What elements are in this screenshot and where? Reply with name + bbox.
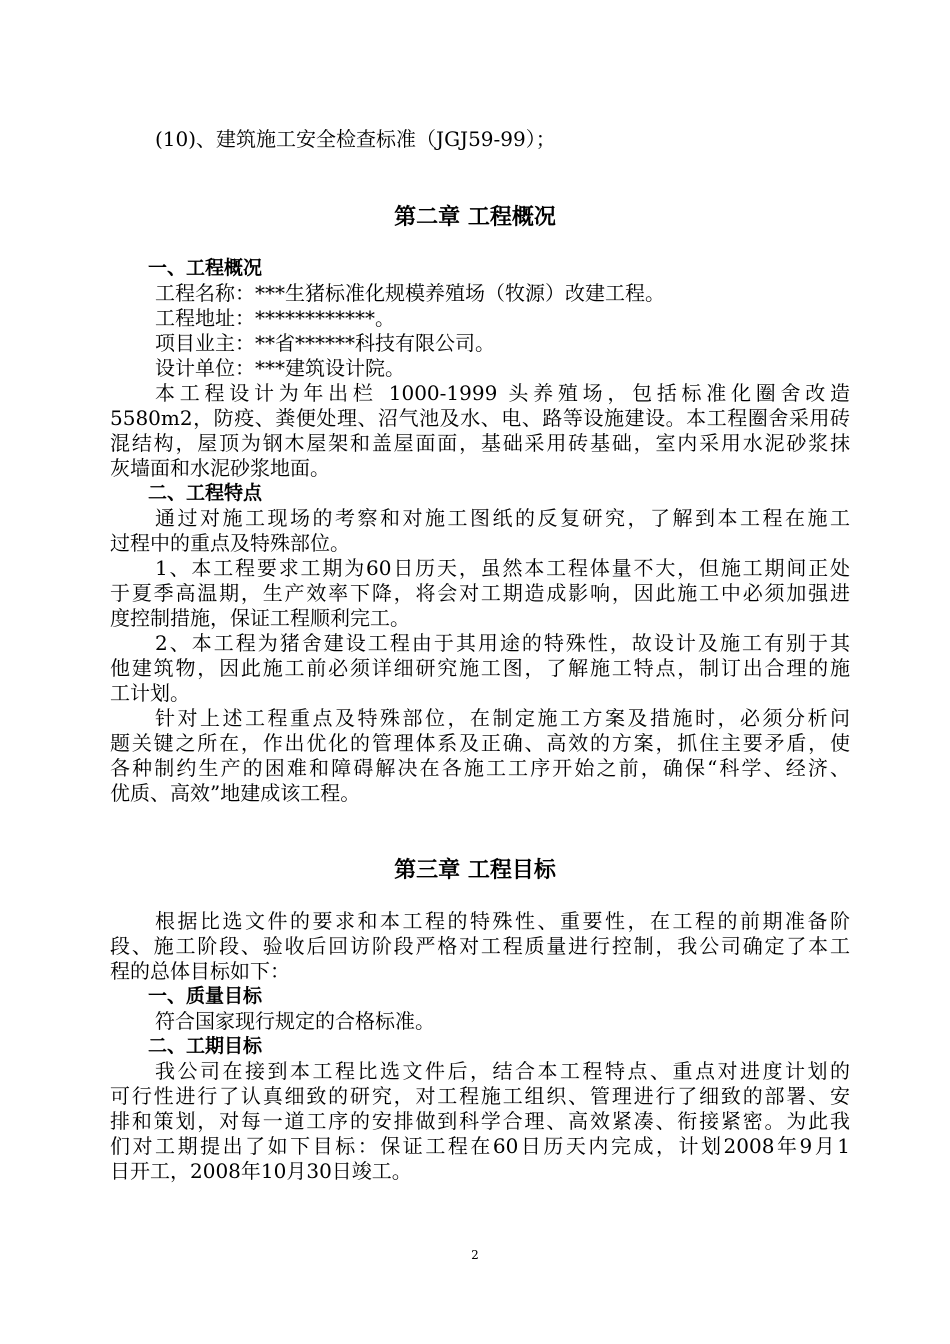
feature-line: 过程中的重点及特殊部位。 [110,531,350,555]
feature-line: 优质、高效”地建成该工程。 [110,781,361,805]
chapter-3-title: 第三章 工程目标 [394,858,556,883]
project-name: 工程名称：***生猪标准化规模养殖场（牧源）改建工程。 [155,281,665,305]
desc-line: 本工程设计为年出栏 1000-1999 头养殖场，包括标准化圈舍改造 [155,381,850,405]
feature-line: 针对上述工程重点及特殊部位，在制定施工方案及措施时，必须分析问 [155,706,850,730]
chapter-2-title: 第二章 工程概况 [394,205,556,230]
goal-intro-line: 根据比选文件的要求和本工程的特殊性、重要性，在工程的前期准备阶 [155,909,850,933]
goal-intro-line: 程的总体目标如下： [110,959,290,983]
section-heading-features: 二、工程特点 [148,482,263,504]
project-owner: 项目业主：**省******科技有限公司。 [155,331,495,355]
standard-item-10: (10)、建筑施工安全检查标准（JGJ59-99）； [155,127,556,151]
section-heading-quality: 一、质量目标 [148,985,263,1007]
section-heading-schedule: 二、工期目标 [148,1035,263,1057]
schedule-line: 我公司在接到本工程比选文件后，结合本工程特点、重点对进度计划的 [155,1059,850,1083]
feature-line: 工计划。 [110,681,190,705]
feature-line: 题关键之所在，作出优化的管理体系及正确、高效的方案，抓住主要矛盾，使 [110,731,850,755]
feature-line: 度控制措施，保证工程顺利完工。 [110,606,410,630]
page-number: 2 [471,1248,479,1262]
feature-line: 他建筑物，因此施工前必须详细研究施工图，了解施工特点，制订出合理的施 [110,656,850,680]
quality-goal: 符合国家现行规定的合格标准。 [155,1009,435,1033]
section-heading-overview: 一、工程概况 [148,257,263,279]
schedule-line: 们对工期提出了如下目标：保证工程在60日历天内完成，计划2008年9月1 [110,1134,850,1158]
feature-line: 于夏季高温期，生产效率下降，将会对工期造成影响，因此施工中必须加强进 [110,581,850,605]
schedule-line: 日开工，2008年10月30日竣工。 [110,1159,412,1183]
desc-line: 5580m2，防疫、粪便处理、沼气池及水、电、路等设施建设。本工程圈舍采用砖 [110,406,850,430]
project-address: 工程地址：************。 [155,306,395,330]
feature-line: 各种制约生产的困难和障碍解决在各施工工序开始之前，确保“科学、经济、 [110,756,850,780]
design-unit: 设计单位：***建筑设计院。 [155,356,405,380]
feature-line: 通过对施工现场的考察和对施工图纸的反复研究，了解到本工程在施工 [155,506,850,530]
desc-line: 混结构，屋顶为钢木屋架和盖屋面面，基础采用砖基础，室内采用水泥砂浆抹 [110,431,850,455]
goal-intro-line: 段、施工阶段、验收后回访阶段严格对工程质量进行控制，我公司确定了本工 [110,934,850,958]
desc-line: 灰墙面和水泥砂浆地面。 [110,456,330,480]
feature-line: 2、本工程为猪舍建设工程由于其用途的特殊性，故设计及施工有别于其 [155,631,850,655]
feature-line: 1、本工程要求工期为60日历天，虽然本工程体量不大，但施工期间正处 [155,556,850,580]
schedule-line: 可行性进行了认真细致的研究，对工程施工组织、管理进行了细致的部署、安 [110,1084,850,1108]
schedule-line: 排和策划，对每一道工序的安排做到科学合理、高效紧凑、衔接紧密。为此我 [110,1109,850,1133]
